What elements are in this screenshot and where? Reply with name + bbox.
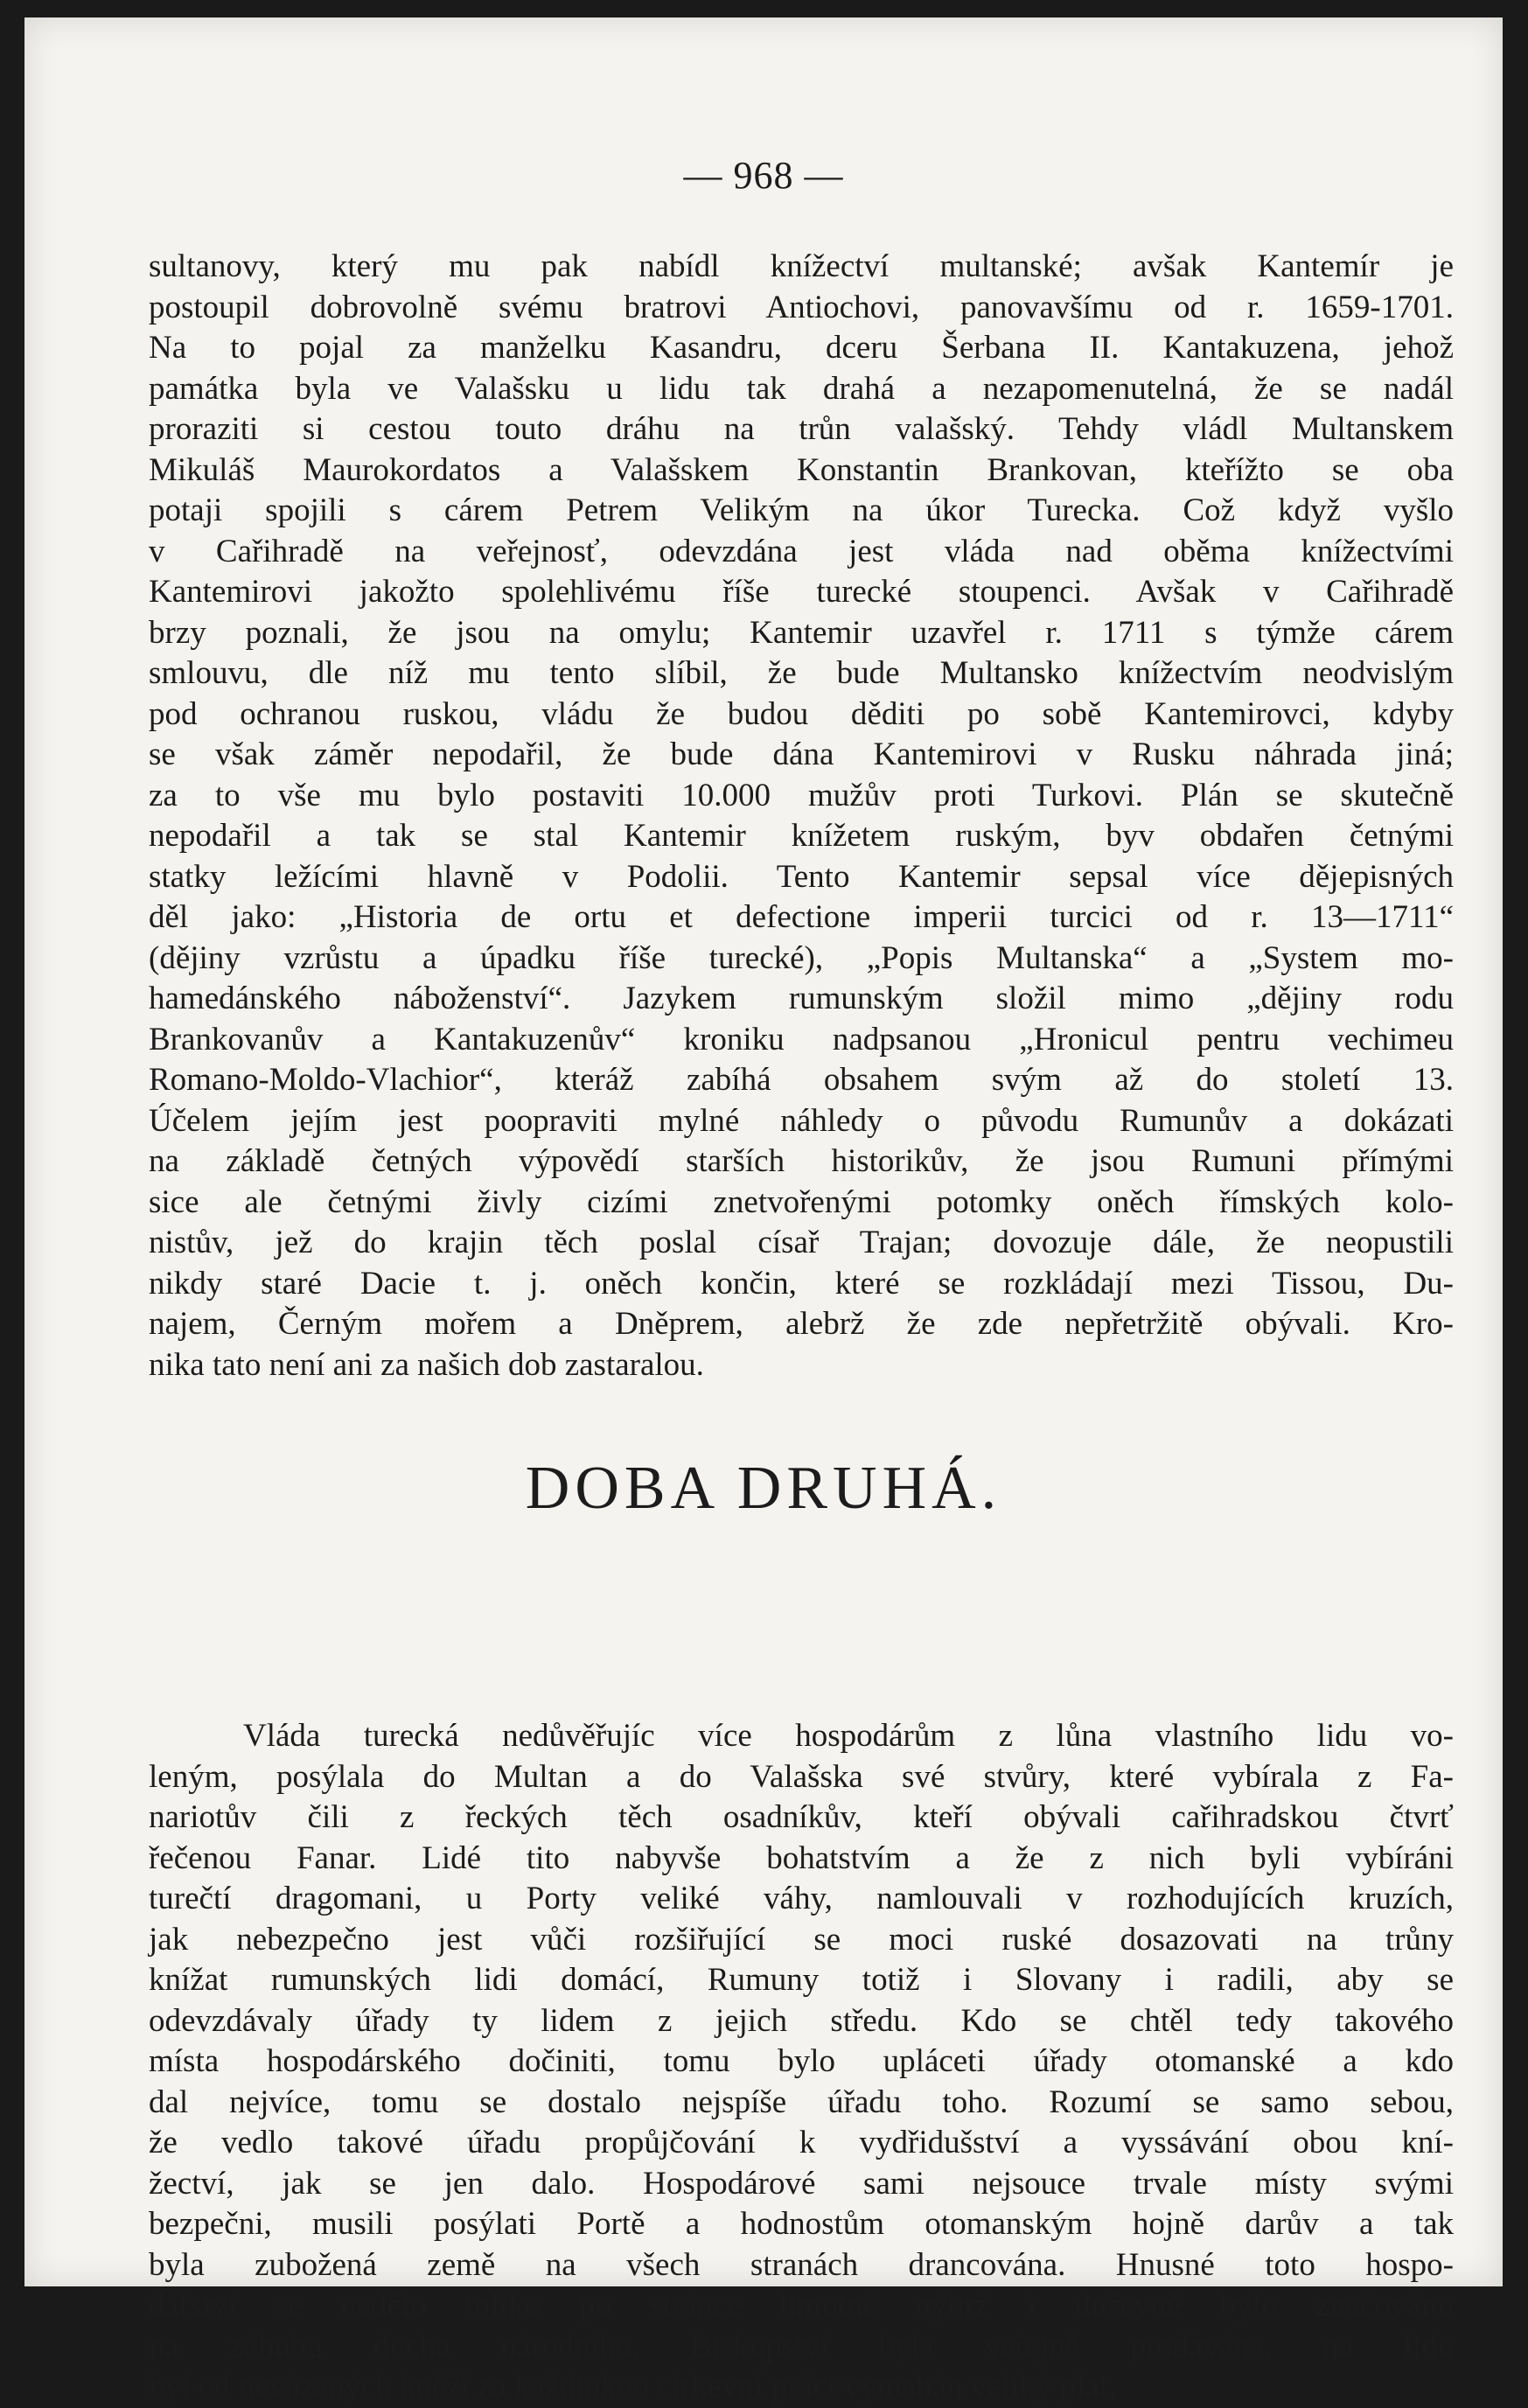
text-line: na základě četných výpovědí starších historikův, že jsou Rumuni přímými: [149, 1143, 1454, 1179]
text-line: smlouvu, dle níž mu tento slíbil, že bude Multansko knížectvím neodvislým: [149, 655, 1454, 691]
text-line: jak nebezpečno jest vůči rozšiřující se moci ruské dosazovati na trůny: [149, 1921, 1454, 1958]
book-page: [24, 17, 1503, 2405]
text-line: byl od nevázaných kněží za každinkou církevní práci vymahán veliký plat,: [149, 2369, 1117, 2405]
text-line: místa hospodárského dočiniti, tomu bylo upláceti úřady otomanské a kdo: [149, 2043, 1454, 2079]
text-line: (dějiny vzrůstu a úpadku říše turecké), „Popis Multanska“ a „System mo-: [149, 939, 1454, 976]
section-heading: DOBA DRUHÁ.: [525, 1454, 1002, 1522]
text-line: Brankovanův a Kantakuzenův“ kroniku nadpsanou „Hronicul pentru vechimeu: [149, 1021, 1454, 1057]
text-line: postoupil dobrovolně svému bratrovi Antiochovi, panovavšímu od r. 1659-1701.: [149, 289, 1454, 325]
text-line: brzy poznali, že jsou na omylu; Kantemir uzavřel r. 1711 s týmže cárem: [149, 614, 1454, 651]
text-line: sice ale četnými živly cizími znetvořenými potomky oněch římských kolo-: [149, 1183, 1454, 1220]
text-line: Mikuláš Maurokordatos a Valašskem Konstantin Brankovan, kteřížto se oba: [149, 451, 1454, 488]
text-line: odevzdávaly úřady ty lidem z jejich středu. Kdo se chtěl tedy takového: [149, 2002, 1454, 2039]
text-line: bezpečni, musili posýlati Portě a hodnostům otomanským hojně darův a tak: [149, 2206, 1454, 2242]
text-line: pod ochranou ruskou, vládu že budou děditi po sobě Kantemirovci, kdyby: [149, 695, 1454, 732]
text-line: dal nejvíce, tomu se dostalo nejspíše úřadu toho. Rozumí se samo sebou,: [149, 2083, 1454, 2120]
text-line: sultanovy, který mu pak nabídl knížectví multanské; avšak Kantemír je: [149, 248, 1454, 284]
text-line: památka byla ve Valašsku u lidu tak drahá a nezapomenutelná, že se nadál: [149, 370, 1454, 407]
text-line: že vedlo takové úřadu propůjčování k vydřidušství a vyssávání obou kní-: [149, 2125, 1454, 2160]
text-line: děl jako: „Historia de ortu et defectione imperii turcici od r. 13—1711“: [149, 899, 1454, 935]
text-line: řečenou Fanar. Lidé tito nabyvše bohatstvím a že z nich byli vybíráni: [149, 1839, 1454, 1876]
text-line: na záhubu ducha národního. Biskupství byla veřejně prodávána, na lidu: [149, 2328, 1454, 2364]
text-line: leným, posýlala do Multan a do Valašska své stvůry, které vybírala z Fa-: [149, 1758, 1454, 1795]
text-line: nariotův čili z řeckých těch osadníkův, kteří obývali cařihradskou čtvrť: [149, 1799, 1454, 1835]
text-line: se však záměr nepodařil, že bude dána Kantemirovi v Rusku náhrada jiná;: [149, 736, 1454, 772]
text-line: nikdy staré Dacie t. j. oněch končin, které se rozkládají mezi Tissou, Du-: [149, 1265, 1454, 1302]
text-line: hamedánského náboženství“. Jazykem rumunským složil mimo „dějiny rodu: [149, 981, 1454, 1016]
text-line: v Cařihradě na veřejnosť, odevzdána jest vláda nad oběma knížectvími: [149, 533, 1454, 569]
text-line: byla zubožená země na všech stranách drancována. Hnusné toto hospo-: [149, 2246, 1454, 2283]
text-line: turečtí dragomani, u Porty veliké váhy, namlouvali v rozhodujících kruzích,: [149, 1881, 1454, 1916]
text-line: Kantemirovi jakožto spolehlivému říše turecké stoupenci. Avšak v Cařihradě: [149, 574, 1454, 610]
text-line: Účelem jejím jest poopraviti mylné náhledy o původu Rumunův a dokázati: [149, 1102, 1454, 1139]
text-line: Vláda turecká nedůvěřujíc více hospodárům z lůna vlastního lidu vo-: [243, 1718, 1454, 1754]
text-line: žectví, jak se jen dalo. Hospodárové sami nejsouce trvale místy svými: [149, 2165, 1454, 2202]
text-line: za to vše mu bylo postaviti 10.000 mužův proti Turkovi. Plán se skutečně: [149, 777, 1454, 813]
text-line: proraziti si cestou touto dráhu na trůn valašský. Tehdy vládl Multanskem: [149, 411, 1454, 447]
text-line: najem, Černým mořem a Dněprem, alebrž že zde nepřetržitě obývali. Kro-: [149, 1306, 1454, 1342]
text-line: Na to pojal za manželku Kasandru, dceru Šerbana II. Kantakuzena, jehož: [149, 330, 1454, 366]
page-number: — 968 —: [683, 154, 844, 197]
text-line: statky ležícími hlavně v Podolii. Tento Kantemir sepsal více dějepisných: [149, 858, 1454, 895]
text-line: dářství se nedělo toliko po stránce hmotné nýbrž i duševně bylo značováno: [149, 2287, 1454, 2323]
text-line: nistův, jež do krajin těch poslal císař Trajan; dovozuje dále, že neopustili: [149, 1225, 1454, 1260]
paragraph-continued: [149, 247, 1454, 1385]
text-line: Romano-Moldo-Vlachior“, kteráž zabíhá obsahem svým až do století 13.: [149, 1062, 1454, 1098]
text-line: potaji spojili s cárem Petrem Velikým na úkor Turecka. Což když vyšlo: [149, 492, 1454, 528]
text-line: nika tato není ani za našich dob zastaralou.: [149, 1346, 704, 1383]
text-line: nepodařil a tak se stal Kantemir knížetem ruským, byv obdařen četnými: [149, 818, 1454, 854]
text-line: knížat rumunských lidi domácí, Rumuny totiž i Slovany i radili, aby se: [149, 1962, 1454, 1998]
